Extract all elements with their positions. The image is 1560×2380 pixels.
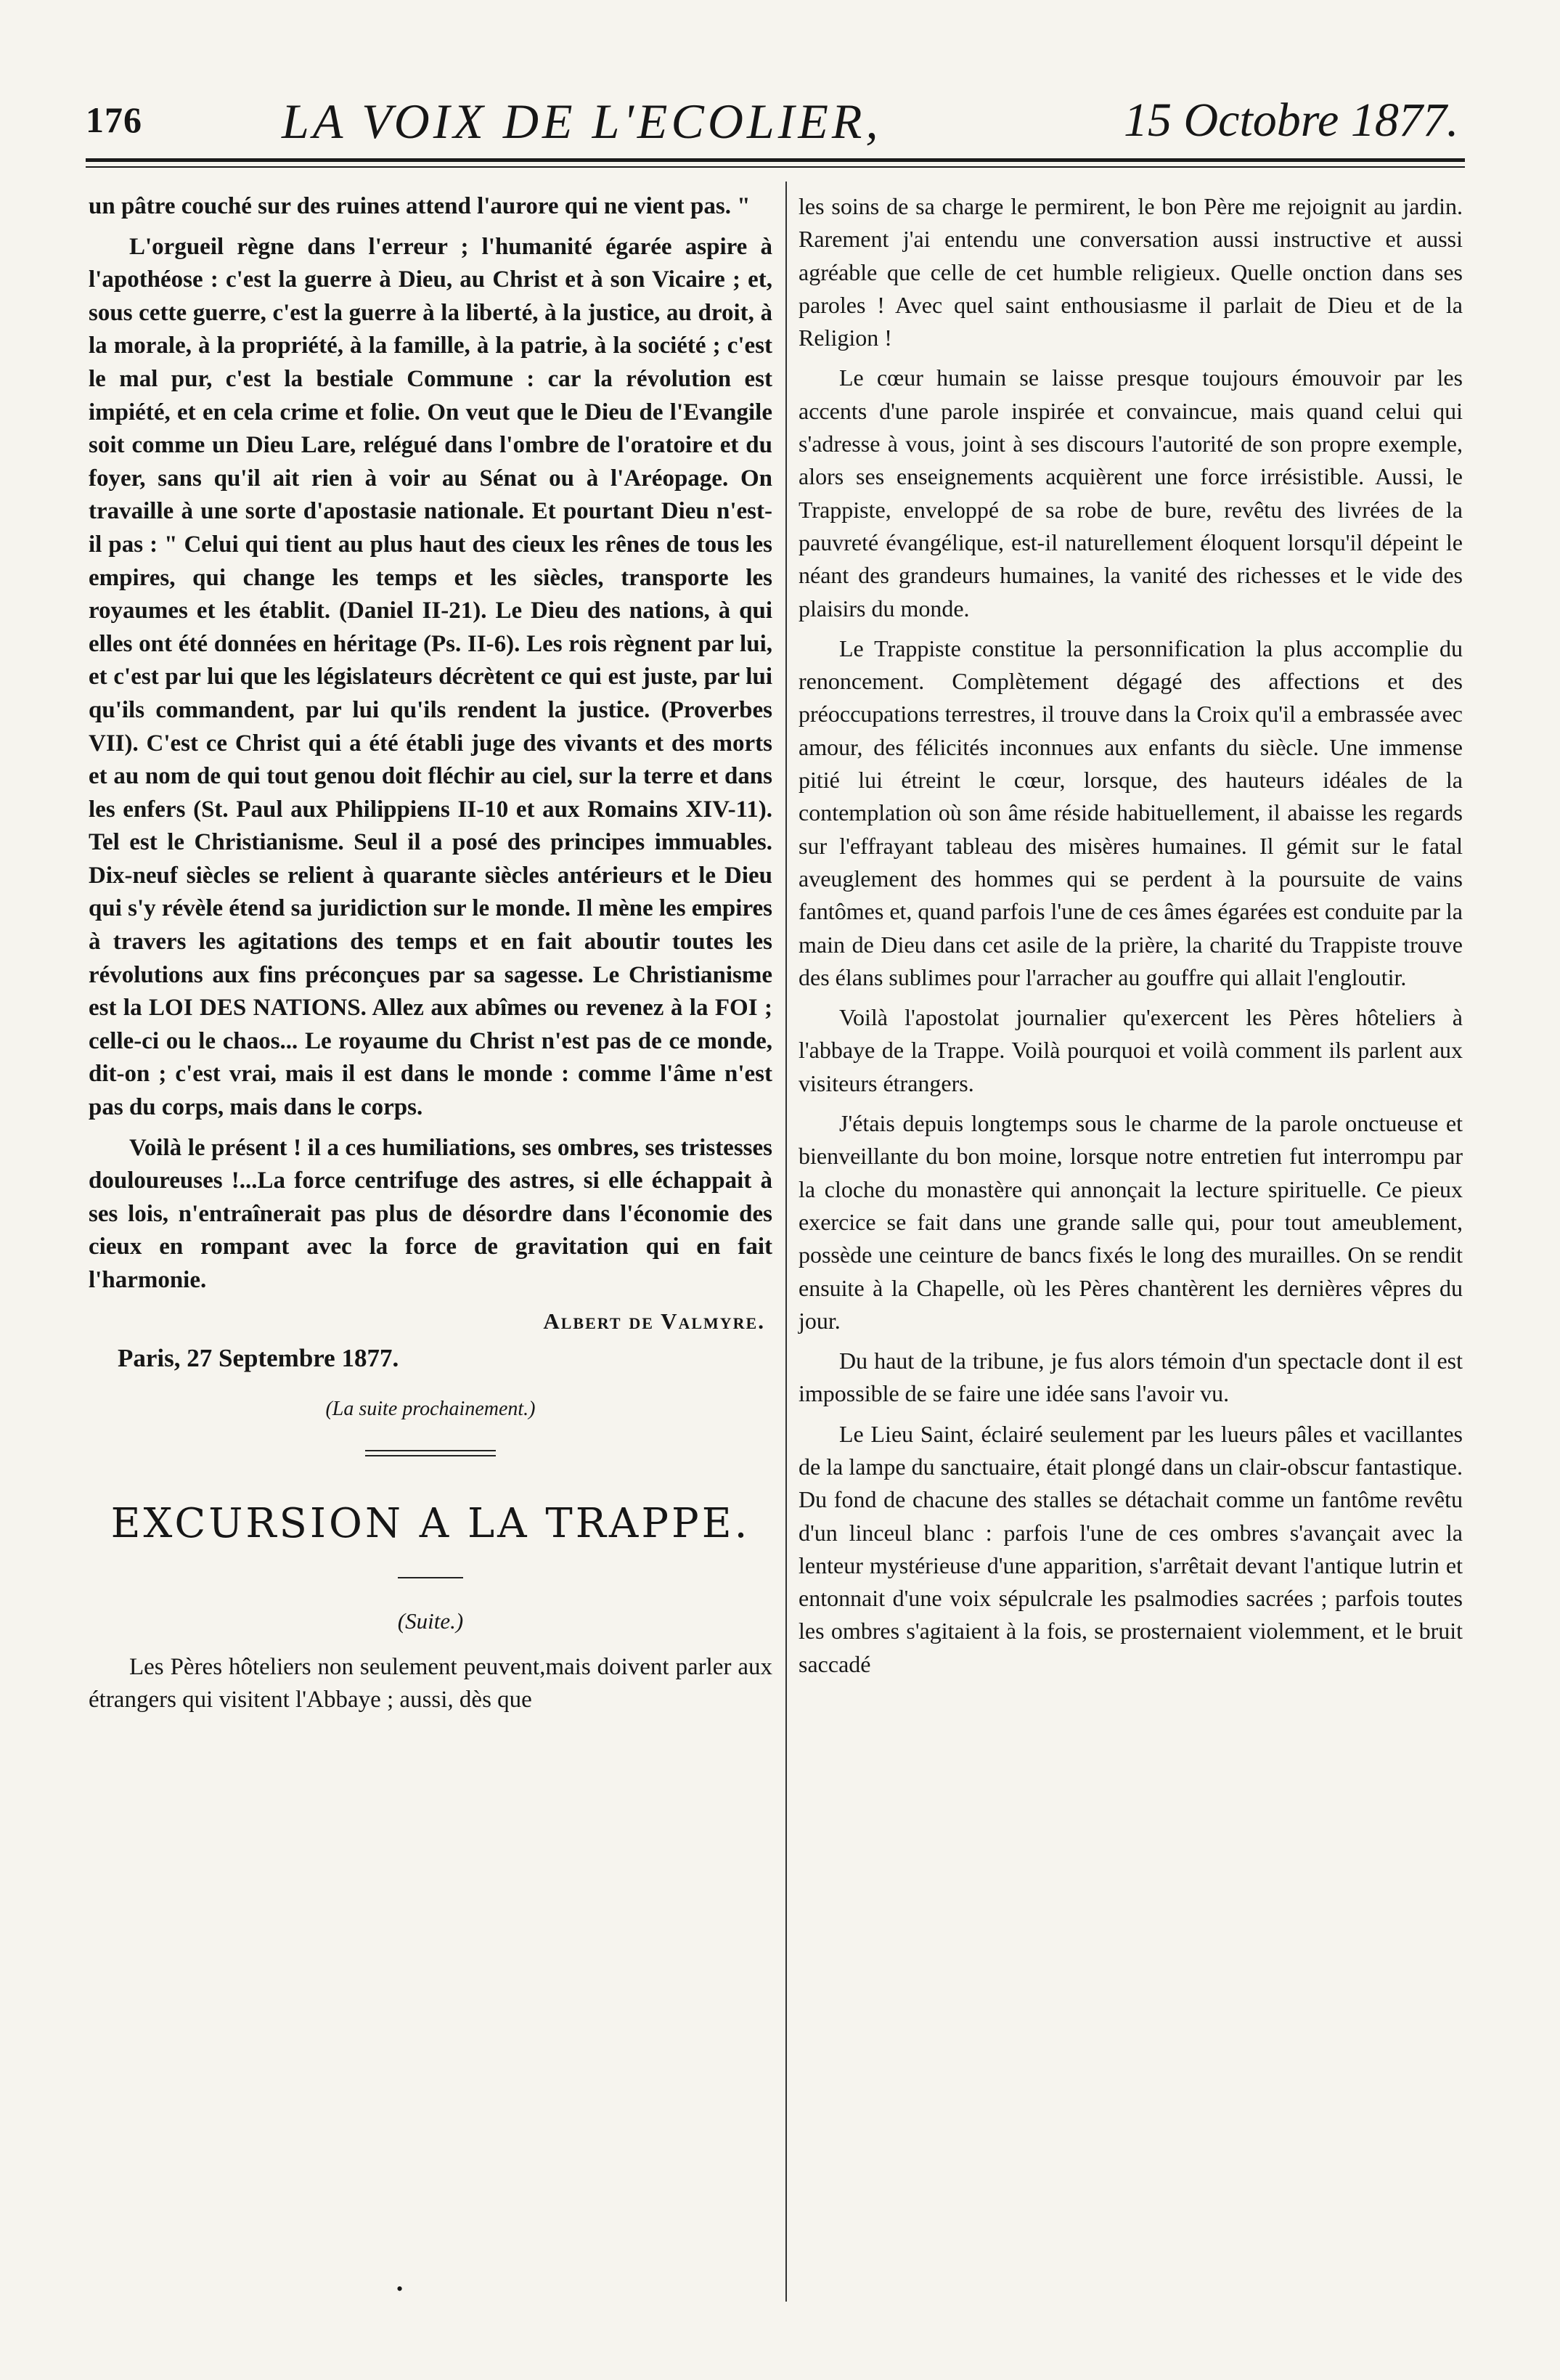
place-date: Paris, 27 Septembre 1877. xyxy=(118,1344,399,1373)
page-header xyxy=(86,86,1465,151)
section-opening-paragraph: Les Pères hôteliers non seulement peuvent,mais doivent parler aux étrangers qui visitent l'Abbaye ; aussi, dès que xyxy=(89,1653,772,1713)
page-number: 176 xyxy=(86,99,142,140)
author-signature: Albert de Valmyre. xyxy=(543,1308,765,1334)
journal-title: LA VOIX DE L'ECOLIER, xyxy=(282,94,882,149)
printer-mark: • xyxy=(396,2278,404,2299)
right-column xyxy=(799,190,1463,1688)
left-paragraph-1: un pâtre couché sur des ruines attend l'aurore qui ne vient pas. " xyxy=(89,193,751,219)
left-column xyxy=(89,190,772,1724)
left-paragraph-3: Voilà le présent ! il a ces humiliations, ses ombres, ses tristesses douloureuses !...La force centrifuge des astres, si elle échappait à ses lois, n'entraînerait pas plus de désordre dans l'économie des cieux en rompant avec la force de gravitation qui en fait l'harmonie. xyxy=(89,1134,772,1293)
header-rule xyxy=(86,158,1465,162)
right-paragraph-2: Le cœur humain se laisse presque toujours émouvoir par les accents d'une parole inspirée et convaincue, mais quand celui qui s'adresse à vous, joint à ses discours l'autorité de son propre exemple, alors ses enseignements acquièrent une force irrésistible. Aussi, le Trappiste, enveloppé de sa robe de bure, revêtu des livrées de la pauvreté évangélique, est-il naturellement éloquent lorsqu'il dépeint le néant des grandeurs humaines, la vanité des richesses et le vide des plaisirs du monde. xyxy=(799,364,1463,622)
issue-date: 15 Octobre 1877. xyxy=(1124,94,1459,147)
right-paragraph-7: Le Lieu Saint, éclairé seulement par les lueurs pâles et vacillantes de la lampe du sanctuaire, était plongé dans un clair-obscur fantastique. Du fond de chacune des stalles se détachait comme un fantôme revêtu d'un linceul blanc : parfois l'une de ces ombres s'avançait avec la lenteur mystérieuse d'une apparition, s'arrêtait devant l'antique lutrin et entonnait d'une voix sépulcrale les psalmodies sacrées ; parfois toutes les ombres s'agitaient à la fois, se prosternaient violemment, et le bruit saccadé xyxy=(799,1420,1463,1677)
column-divider xyxy=(785,182,787,2302)
section-title: EXCURSION A LA TRAPPE. xyxy=(110,1500,751,1548)
left-paragraph-2: L'orgueil règne dans l'erreur ; l'humanité égarée aspire à l'apothéose : c'est la guerre à Dieu, au Christ et à son Vicaire ; et, sous cette guerre, c'est la guerre à la liberté, à la justice, au droit, à la morale, à la propriété, à la famille, à la patrie, à la société ; c'est le mal pur, c'est la bestiale Commune : car la révolution est impiété, et en cela crime et folie. On veut que le Dieu de l'Evangile soit comme un Dieu Lare, relégué dans l'ombre de l'oratoire et du foyer, sans qu'il ait rien à voir au Sénat ou à l'Aréopage. On travaille à une sorte d'apostasie nationale. Et pourtant Dieu n'est-il pas : " Celui qui tient au plus haut des cieux les rênes de tous les empires, qui change les temps et les siècles, transporte les royaumes et les établit. (Daniel II-21). Le Dieu des nations, à qui elles ont été données en héritage (Ps. II-6). Les rois règnent par lui, et c'est par lui que les législateurs décrètent ce qui est juste, par lui qu'ils commandent, par lui qu'ils rendent la justice. (Proverbes VII). C'est ce Christ qui a été établi juge des vivants et des morts et au nom de qui tout genou doit fléchir au ciel, sur la terre et dans les enfers (St. Paul aux Philippiens II-10 et aux Romains XIV-11). Tel est le Christianisme. Seul il a posé des principes immuables. Dix-neuf siècles se relient à quarante siècles antérieurs et le Dieu qui s'y révèle étend sa juridiction sur le monde. Il mène les empires à travers les agitations des temps et en fait aboutir toutes les révolutions aux fins préconçues par sa sagesse. Le Christianisme est la LOI DES NATIONS. Allez aux abîmes ou revenez à la FOI ; celle-ci ou le chaos... Le royaume du Christ n'est pas de ce monde, dit-on ; c'est vrai, mais il est dans le monde : comme l'âme n'est pas du corps, mais dans le corps. xyxy=(89,233,772,1121)
header-rule-thin xyxy=(86,166,1465,168)
right-paragraph-5: J'étais depuis longtemps sous le charme de la parole onctueuse et bienveillante du bon moine, lorsque notre entretien fut interrompu par la cloche du monastère qui annonçait la lecture spirituelle. Ce pieux exercice se fait dans une grande salle qui, pour tout ameublement, possède une ceinture de bancs fixés le long des murailles. On se rendit ensuite à la Chapelle, où les Pères chantèrent les dernières vêpres du jour. xyxy=(799,1110,1463,1334)
right-paragraph-6: Du haut de la tribune, je fus alors témoin d'un spectacle dont il est impossible de se faire une idée sans l'avoir vu. xyxy=(799,1348,1463,1407)
section-separator xyxy=(365,1450,496,1456)
right-paragraph-3: Le Trappiste constitue la personnification la plus accomplie du renoncement. Complètement dégagé des affections et des préoccupations terrestres, il trouve dans la Croix qu'il a embrassée avec amour, des félicités inconnues aux enfants du siècle. Une immense pitié lui étreint le cœur, lorsque, des hauteurs idéales de la contemplation où son âme réside habituellement, il abaisse les regards sur l'effrayant tableau des misères humaines. Il gémit sur le fatal aveuglement des hommes qui se perdent à la poursuite de vains fantômes et, quand parfois l'une de ces âmes égarées est conduite par la main de Dieu dans cet asile de la prière, la charité du Trappiste trouve des élans sublimes pour l'arracher au gouffre qui allait l'engloutir. xyxy=(799,635,1463,990)
continued-label: (Suite.) xyxy=(397,1607,464,1634)
right-paragraph-1: les soins de sa charge le permirent, le bon Père me rejoignit au jardin. Rarement j'ai entendu une conversation aussi instructive et aussi agréable que celle de cet humble religieux. Quelle onction dans ses paroles ! Avec quel saint enthousiasme il parlait de Dieu et de la Religion ! xyxy=(799,193,1463,351)
to-be-continued-note: (La suite prochainement.) xyxy=(325,1397,536,1420)
right-paragraph-4: Voilà l'apostolat journalier qu'exercent les Pères hôteliers à l'abbaye de la Trappe. Voilà pourquoi et voilà comment ils parlent aux visiteurs étrangers. xyxy=(799,1004,1463,1096)
title-rule xyxy=(398,1577,463,1578)
